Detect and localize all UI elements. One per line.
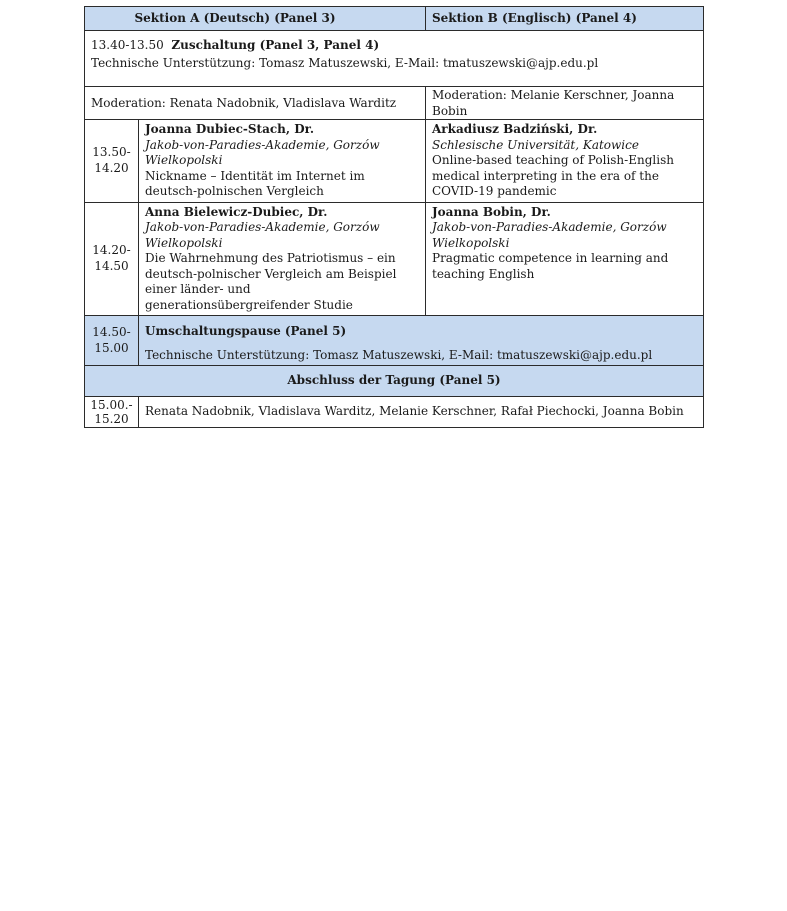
- speaker-affiliation: Jakob-von-Paradies-Akademie, Gorzów Wielkopolski: [145, 137, 380, 167]
- slot-time-end: 14.50: [94, 258, 129, 273]
- talk-title: Pragmatic competence in learning and teaching English: [432, 251, 669, 281]
- slot-time-end: 14.20: [94, 160, 129, 175]
- slot-a-talk: [139, 120, 426, 203]
- break-time-end: 15.00: [94, 340, 129, 355]
- closing-header-row: [85, 366, 704, 397]
- slot-b-talk: [426, 120, 704, 203]
- speaker-affiliation: Schlesische Universität, Katowice: [432, 137, 639, 152]
- moderation-row: [85, 87, 704, 120]
- slot-time-start: 14.20-: [92, 243, 131, 258]
- schedule-table: [84, 6, 704, 428]
- switch-on-title: Zuschaltung (Panel 3, Panel 4): [171, 38, 380, 52]
- speaker-affiliation: Jakob-von-Paradies-Akademie, Gorzów Wielkopolski: [432, 220, 667, 250]
- speaker-affiliation: Jakob-von-Paradies-Akademie, Gorzów Wielkopolski: [145, 220, 380, 250]
- slot-row: [85, 202, 704, 316]
- closing-title: Abschluss der Tagung (Panel 5): [85, 366, 704, 397]
- program-sheet: [84, 6, 703, 428]
- section-b-header: Sektion B (Englisch) (Panel 4): [426, 7, 704, 31]
- closing-time-end: 15.20: [94, 412, 129, 426]
- moderation-b: Moderation: Melanie Kerschner, Joanna Bobin: [426, 87, 704, 120]
- switch-on-support: Technische Unterstützung: Tomasz Matuszewski, E-Mail: tmatuszewski@ajp.edu.pl: [91, 55, 599, 70]
- switch-on-cell: [85, 31, 704, 87]
- slot-time: [85, 120, 139, 203]
- break-time: [85, 316, 139, 366]
- switch-on-row: [85, 31, 704, 87]
- moderation-a: Moderation: Renata Nadobnik, Vladislava Warditz: [85, 87, 426, 120]
- talk-title: Die Wahrnehmung des Patriotismus – ein deutsch-polnischer Vergleich am Beispiel einer länder- und generationsübergreifender Studie: [145, 251, 397, 312]
- speaker-name: Arkadiusz Badziński, Dr.: [432, 122, 598, 136]
- closing-time-start: 15.00.-: [90, 398, 133, 412]
- slot-row: [85, 120, 704, 203]
- talk-title: Online-based teaching of Polish-English medical interpreting in the era of the COVID-19 pandemic: [432, 153, 674, 198]
- closing-people: Renata Nadobnik, Vladislava Warditz, Melanie Kerschner, Rafał Piechocki, Joanna Bobin: [139, 397, 704, 428]
- speaker-name: Joanna Dubiec-Stach, Dr.: [145, 122, 315, 136]
- closing-row: [85, 397, 704, 428]
- break-title: Umschaltungspause (Panel 5): [145, 324, 347, 338]
- talk-title: Nickname – Identität im Internet im deutsch-polnischen Vergleich: [145, 168, 365, 198]
- closing-time: [85, 397, 139, 428]
- switch-on-line: [91, 38, 697, 54]
- slot-time-start: 13.50-: [92, 145, 131, 160]
- slot-a-talk: [139, 202, 426, 316]
- section-header-row: [85, 7, 704, 31]
- switch-on-time: 13.40-13.50: [91, 38, 164, 52]
- break-row: [85, 316, 704, 366]
- break-support: Technische Unterstützung: Tomasz Matuszewski, E-Mail: tmatuszewski@ajp.edu.pl: [145, 347, 653, 362]
- slot-time: [85, 202, 139, 316]
- break-cell: [139, 316, 704, 366]
- section-a-header: Sektion A (Deutsch) (Panel 3): [85, 7, 426, 31]
- break-time-start: 14.50-: [92, 325, 131, 339]
- speaker-name: Anna Bielewicz-Dubiec, Dr.: [145, 204, 328, 219]
- speaker-name: Joanna Bobin, Dr.: [432, 204, 551, 219]
- slot-b-talk: [426, 202, 704, 316]
